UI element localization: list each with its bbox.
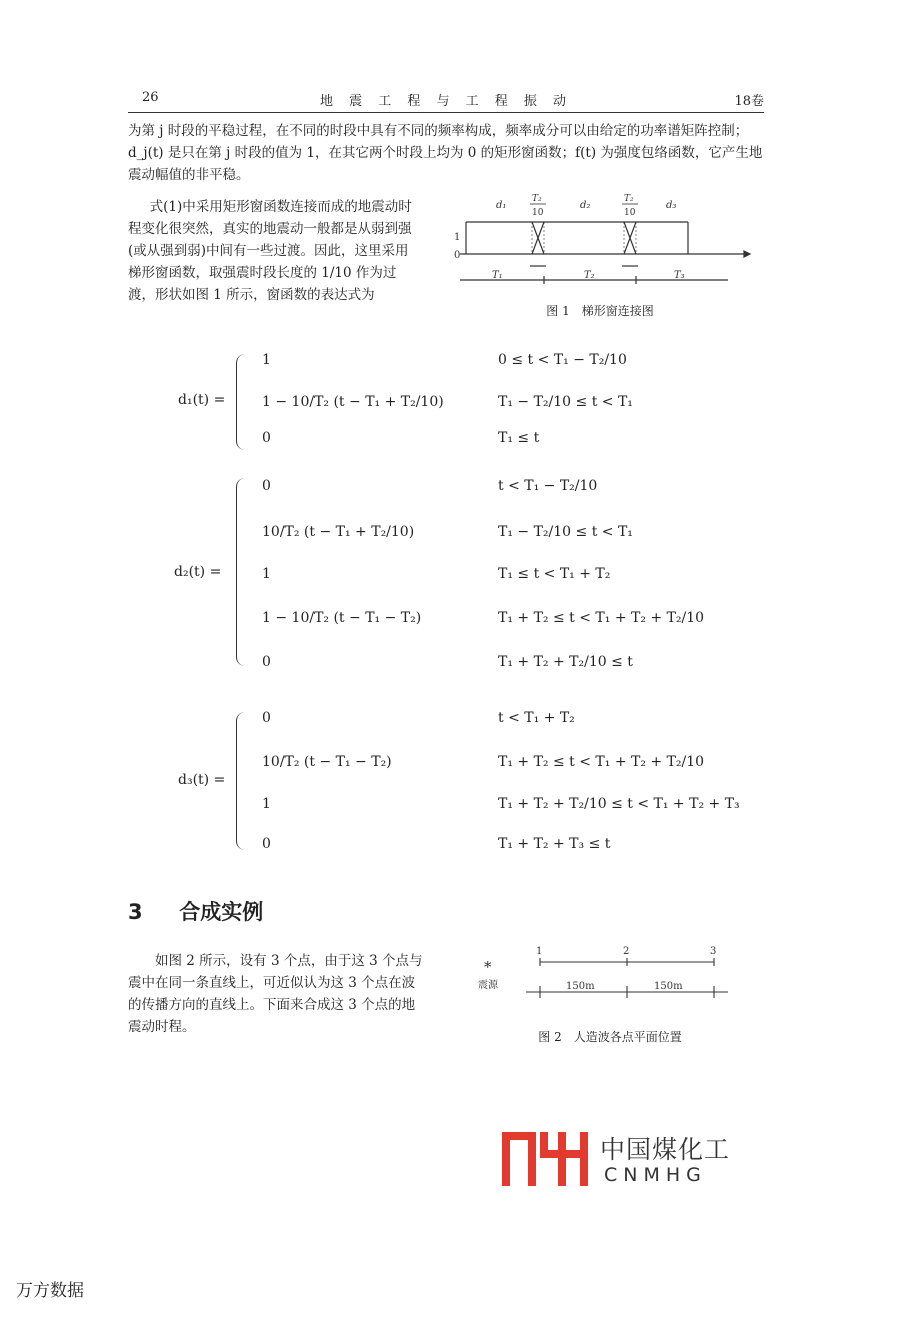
running-header xyxy=(128,90,764,112)
section-heading xyxy=(128,896,263,926)
figure-2-point-layout xyxy=(470,940,740,1020)
fig1-arrowhead xyxy=(744,251,750,257)
logo-text-cn: 中国煤化工 xyxy=(600,1135,731,1164)
fig2-distance-1: 150m xyxy=(566,981,595,992)
paragraph-1: 为第 j 时段的平稳过程，在不同的时段中具有不同的频率构成，频率成分可以由给定的功率谱矩阵控制；d_j(t) 是只在第 j 时段的值为 1，在其它两个时段上均为 0 的矩形窗函数；f(t) 为强度包络函数，它产生地震动幅值的非平稳。 xyxy=(128,123,763,183)
logo-text-en: CNMHG xyxy=(604,1164,707,1186)
fig1-frac2-den: 10 xyxy=(624,208,636,218)
volume-label: 18卷 xyxy=(734,94,764,109)
fig2-source-label: 震源 xyxy=(478,980,498,991)
fig1-label-d3: d₃ xyxy=(666,200,677,211)
logo-mark-shapes xyxy=(502,1132,588,1186)
fig2-epicenter-star: * xyxy=(484,958,492,976)
eq1-brace xyxy=(236,354,245,450)
eq3-row3-left: 1 xyxy=(262,796,271,812)
figure-1-caption: 图 1 梯形窗连接图 xyxy=(546,304,654,318)
fig1-T2: T₂ xyxy=(584,270,595,281)
fig2-point-3: 3 xyxy=(710,946,717,957)
paragraph-3: 如图 2 所示，设有 3 个点，由于这 3 个点与震中在同一条直线上，可近似认为这 3 个点在波的传播方向的直线上。下面来合成这 3 个点的地震动时程。 xyxy=(128,953,423,1035)
eq2-row3-left: 1 xyxy=(262,566,271,582)
eq2-row1-left: 0 xyxy=(262,478,271,494)
eq1-row3-right: T₁ ≤ t xyxy=(498,430,540,446)
eq2-row3-right: T₁ ≤ t < T₁ + T₂ xyxy=(498,566,611,582)
eq2-row4-left: 1 − 10/T₂ (t − T₁ − T₂) xyxy=(262,610,422,626)
eq2-row4-right: T₁ + T₂ ≤ t < T₁ + T₂ + T₂/10 xyxy=(498,610,705,626)
eq1-row1-left: 1 xyxy=(262,352,271,368)
eq2-row2-right: T₁ − T₂/10 ≤ t < T₁ xyxy=(498,524,633,540)
fig1-T1: T₁ xyxy=(492,270,503,281)
eq2-row2-left: 10/T₂ (t − T₁ + T₂/10) xyxy=(262,524,415,540)
fig1-zero: 0 xyxy=(454,250,461,261)
eq2-label: d₂(t) = xyxy=(174,564,222,580)
eq3-row4-left: 0 xyxy=(262,836,271,852)
eq3-row1-right: t < T₁ + T₂ xyxy=(498,710,575,726)
fig1-one: 1 xyxy=(454,232,461,243)
eq3-row4-right: T₁ + T₂ + T₃ ≤ t xyxy=(498,836,611,852)
eq2-row5-right: T₁ + T₂ + T₂/10 ≤ t xyxy=(498,654,633,670)
eq3-label: d₃(t) = xyxy=(178,772,226,788)
fig1-frac1-num: T₂ xyxy=(532,194,542,204)
fig2-distance-2: 150m xyxy=(654,981,683,992)
eq3-row2-right: T₁ + T₂ ≤ t < T₁ + T₂ + T₂/10 xyxy=(498,754,705,770)
eq1-label: d₁(t) = xyxy=(178,392,226,408)
section-title: 合成实例 xyxy=(179,900,264,924)
header-rule xyxy=(128,112,764,113)
figure-2-caption: 图 2 人造波各点平面位置 xyxy=(538,1030,682,1044)
fig1-T3: T₃ xyxy=(674,270,685,281)
fig1-frac1-den: 10 xyxy=(532,208,544,218)
eq2-row1-right: t < T₁ − T₂/10 xyxy=(498,478,598,494)
eq2-row5-left: 0 xyxy=(262,654,271,670)
eq1-row2-right: T₁ − T₂/10 ≤ t < T₁ xyxy=(498,394,633,410)
eq1-row3-left: 0 xyxy=(262,430,271,446)
eq1-row1-right: 0 ≤ t < T₁ − T₂/10 xyxy=(498,352,627,368)
eq1-row2-left: 1 − 10/T₂ (t − T₁ + T₂/10) xyxy=(262,394,444,410)
section-number: 3 xyxy=(128,900,143,924)
eq3-row1-left: 0 xyxy=(262,710,271,726)
fig1-frac2-num: T₂ xyxy=(624,194,634,204)
figure-1-trapezoid-window xyxy=(448,190,758,290)
eq2-brace xyxy=(236,478,245,666)
eq3-brace xyxy=(236,712,245,850)
cnmhg-logo-mark xyxy=(500,1128,594,1188)
page-number: 26 xyxy=(142,90,159,105)
fig2-point-1: 1 xyxy=(536,946,543,957)
eq3-row3-right: T₁ + T₂ + T₂/10 ≤ t < T₁ + T₂ + T₃ xyxy=(498,796,740,812)
fig1-label-d1: d₁ xyxy=(496,200,507,211)
fig2-point-2: 2 xyxy=(623,946,630,957)
fig1-label-d2: d₂ xyxy=(580,200,591,211)
journal-title: 地 震 工 程 与 工 程 振 动 xyxy=(319,94,573,109)
footer-source: 万方数据 xyxy=(16,1281,84,1301)
eq3-row2-left: 10/T₂ (t − T₁ − T₂) xyxy=(262,754,392,770)
paragraph-2: 式(1)中采用矩形窗函数连接而成的地震动时程变化很突然，真实的地震动一般都是从弱到强(或从强到弱)中间有一些过渡。因此，这里采用梯形窗函数，取强震时段长度的 1/10 作为过渡，形状如图 1 所示，窗函数的表达式为 xyxy=(128,199,412,303)
